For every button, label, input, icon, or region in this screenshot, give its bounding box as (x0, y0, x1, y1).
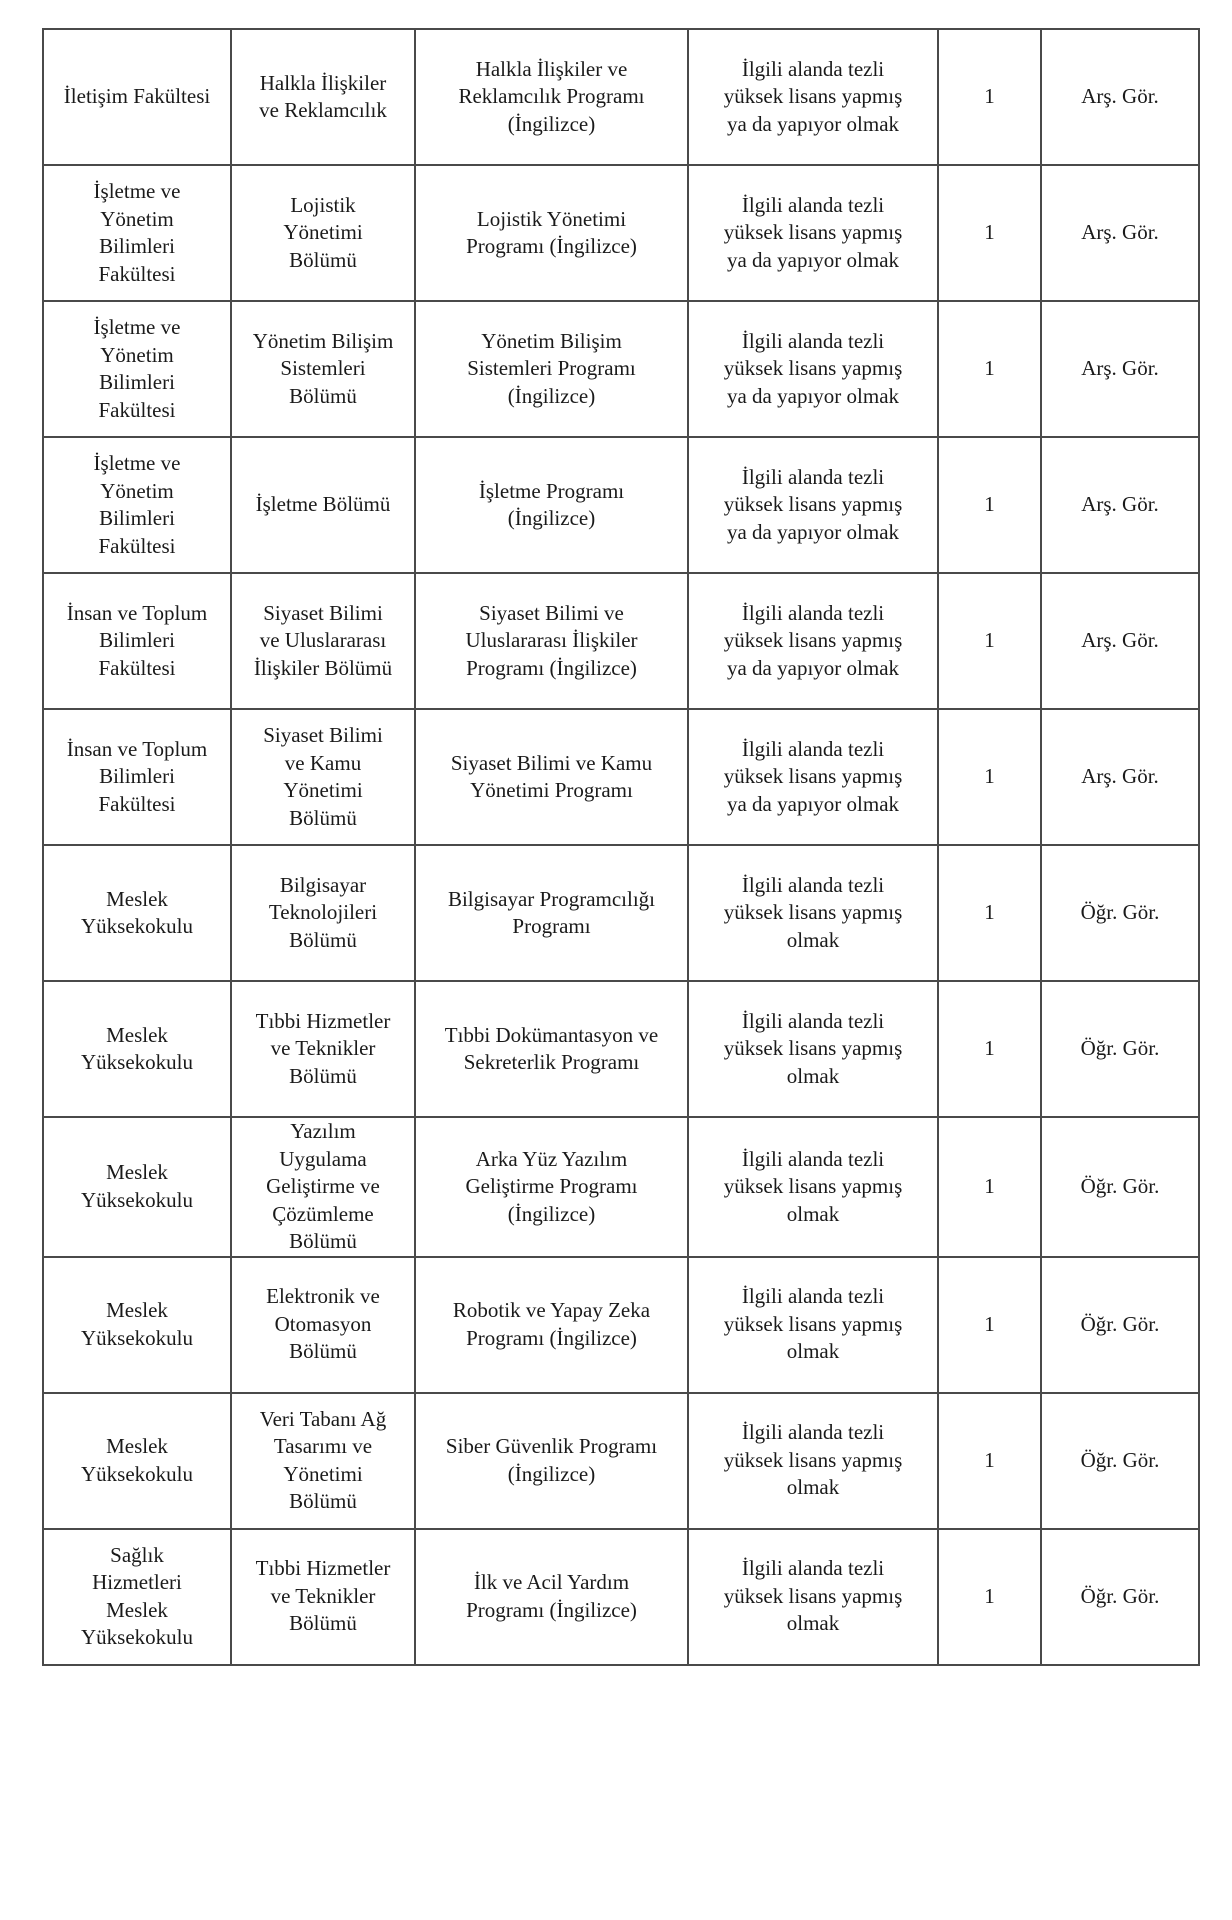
title-cell: Arş. Gör. (1041, 301, 1199, 437)
department-cell: Siyaset Bilimi ve Uluslararası İlişkiler Bölümü (231, 573, 415, 709)
requirement-cell: İlgili alanda tezli yüksek lisans yapmış olmak (688, 1529, 938, 1665)
program-cell: Bilgisayar Programcılığı Programı (415, 845, 688, 981)
department-cell: Elektronik ve Otomasyon Bölümü (231, 1257, 415, 1393)
count-cell: 1 (938, 301, 1041, 437)
table-row (43, 573, 1199, 709)
requirement-cell: İlgili alanda tezli yüksek lisans yapmış ya da yapıyor olmak (688, 573, 938, 709)
department-cell: Veri Tabanı Ağ Tasarımı ve Yönetimi Bölümü (231, 1393, 415, 1529)
table-row (43, 165, 1199, 301)
table-row (43, 709, 1199, 845)
department-cell: İşletme Bölümü (231, 437, 415, 573)
department-cell: Tıbbi Hizmetler ve Teknikler Bölümü (231, 981, 415, 1117)
title-cell: Öğr. Gör. (1041, 1257, 1199, 1393)
faculty-cell: İnsan ve Toplum Bilimleri Fakültesi (43, 573, 231, 709)
department-cell: Yazılım Uygulama Geliştirme ve Çözümleme Bölümü (231, 1117, 415, 1257)
requirement-cell: İlgili alanda tezli yüksek lisans yapmış olmak (688, 845, 938, 981)
count-cell: 1 (938, 437, 1041, 573)
department-cell: Halkla İlişkiler ve Reklamcılık (231, 29, 415, 165)
faculty-cell: Meslek Yüksekokulu (43, 981, 231, 1117)
table-row (43, 981, 1199, 1117)
department-cell: Bilgisayar Teknolojileri Bölümü (231, 845, 415, 981)
requirement-cell: İlgili alanda tezli yüksek lisans yapmış ya da yapıyor olmak (688, 29, 938, 165)
program-cell: İşletme Programı (İngilizce) (415, 437, 688, 573)
faculty-cell: Meslek Yüksekokulu (43, 1393, 231, 1529)
count-cell: 1 (938, 845, 1041, 981)
count-cell: 1 (938, 1393, 1041, 1529)
table-row (43, 29, 1199, 165)
faculty-cell: Meslek Yüksekokulu (43, 1257, 231, 1393)
faculty-cell: İşletme ve Yönetim Bilimleri Fakültesi (43, 301, 231, 437)
faculty-cell: İnsan ve Toplum Bilimleri Fakültesi (43, 709, 231, 845)
program-cell: Lojistik Yönetimi Programı (İngilizce) (415, 165, 688, 301)
title-cell: Arş. Gör. (1041, 165, 1199, 301)
faculty-cell: Sağlık Hizmetleri Meslek Yüksekokulu (43, 1529, 231, 1665)
faculty-cell: Meslek Yüksekokulu (43, 1117, 231, 1257)
title-cell: Öğr. Gör. (1041, 1529, 1199, 1665)
program-cell: Siyaset Bilimi ve Uluslararası İlişkiler Programı (İngilizce) (415, 573, 688, 709)
table-row (43, 1393, 1199, 1529)
program-cell: İlk ve Acil Yardım Programı (İngilizce) (415, 1529, 688, 1665)
title-cell: Arş. Gör. (1041, 437, 1199, 573)
count-cell: 1 (938, 981, 1041, 1117)
requirement-cell: İlgili alanda tezli yüksek lisans yapmış olmak (688, 1257, 938, 1393)
table-row (43, 301, 1199, 437)
requirement-cell: İlgili alanda tezli yüksek lisans yapmış olmak (688, 981, 938, 1117)
title-cell: Öğr. Gör. (1041, 845, 1199, 981)
positions-table (42, 28, 1200, 1666)
count-cell: 1 (938, 1117, 1041, 1257)
title-cell: Öğr. Gör. (1041, 981, 1199, 1117)
requirement-cell: İlgili alanda tezli yüksek lisans yapmış ya da yapıyor olmak (688, 301, 938, 437)
program-cell: Siber Güvenlik Programı (İngilizce) (415, 1393, 688, 1529)
title-cell: Arş. Gör. (1041, 709, 1199, 845)
requirement-cell: İlgili alanda tezli yüksek lisans yapmış ya da yapıyor olmak (688, 709, 938, 845)
table-row (43, 845, 1199, 981)
faculty-cell: İşletme ve Yönetim Bilimleri Fakültesi (43, 165, 231, 301)
count-cell: 1 (938, 1529, 1041, 1665)
department-cell: Siyaset Bilimi ve Kamu Yönetimi Bölümü (231, 709, 415, 845)
program-cell: Halkla İlişkiler ve Reklamcılık Programı (İngilizce) (415, 29, 688, 165)
count-cell: 1 (938, 1257, 1041, 1393)
department-cell: Yönetim Bilişim Sistemleri Bölümü (231, 301, 415, 437)
table-row (43, 437, 1199, 573)
program-cell: Robotik ve Yapay Zeka Programı (İngilizce) (415, 1257, 688, 1393)
positions-table-body (43, 29, 1199, 1665)
count-cell: 1 (938, 165, 1041, 301)
requirement-cell: İlgili alanda tezli yüksek lisans yapmış ya da yapıyor olmak (688, 165, 938, 301)
count-cell: 1 (938, 573, 1041, 709)
requirement-cell: İlgili alanda tezli yüksek lisans yapmış ya da yapıyor olmak (688, 437, 938, 573)
table-row (43, 1257, 1199, 1393)
faculty-cell: İşletme ve Yönetim Bilimleri Fakültesi (43, 437, 231, 573)
requirement-cell: İlgili alanda tezli yüksek lisans yapmış olmak (688, 1117, 938, 1257)
requirement-cell: İlgili alanda tezli yüksek lisans yapmış olmak (688, 1393, 938, 1529)
program-cell: Arka Yüz Yazılım Geliştirme Programı (İngilizce) (415, 1117, 688, 1257)
department-cell: Tıbbi Hizmetler ve Teknikler Bölümü (231, 1529, 415, 1665)
department-cell: Lojistik Yönetimi Bölümü (231, 165, 415, 301)
count-cell: 1 (938, 29, 1041, 165)
title-cell: Arş. Gör. (1041, 29, 1199, 165)
title-cell: Arş. Gör. (1041, 573, 1199, 709)
program-cell: Siyaset Bilimi ve Kamu Yönetimi Programı (415, 709, 688, 845)
table-row (43, 1529, 1199, 1665)
faculty-cell: İletişim Fakültesi (43, 29, 231, 165)
title-cell: Öğr. Gör. (1041, 1393, 1199, 1529)
faculty-cell: Meslek Yüksekokulu (43, 845, 231, 981)
program-cell: Tıbbi Dokümantasyon ve Sekreterlik Programı (415, 981, 688, 1117)
count-cell: 1 (938, 709, 1041, 845)
table-row (43, 1117, 1199, 1257)
title-cell: Öğr. Gör. (1041, 1117, 1199, 1257)
program-cell: Yönetim Bilişim Sistemleri Programı (İngilizce) (415, 301, 688, 437)
